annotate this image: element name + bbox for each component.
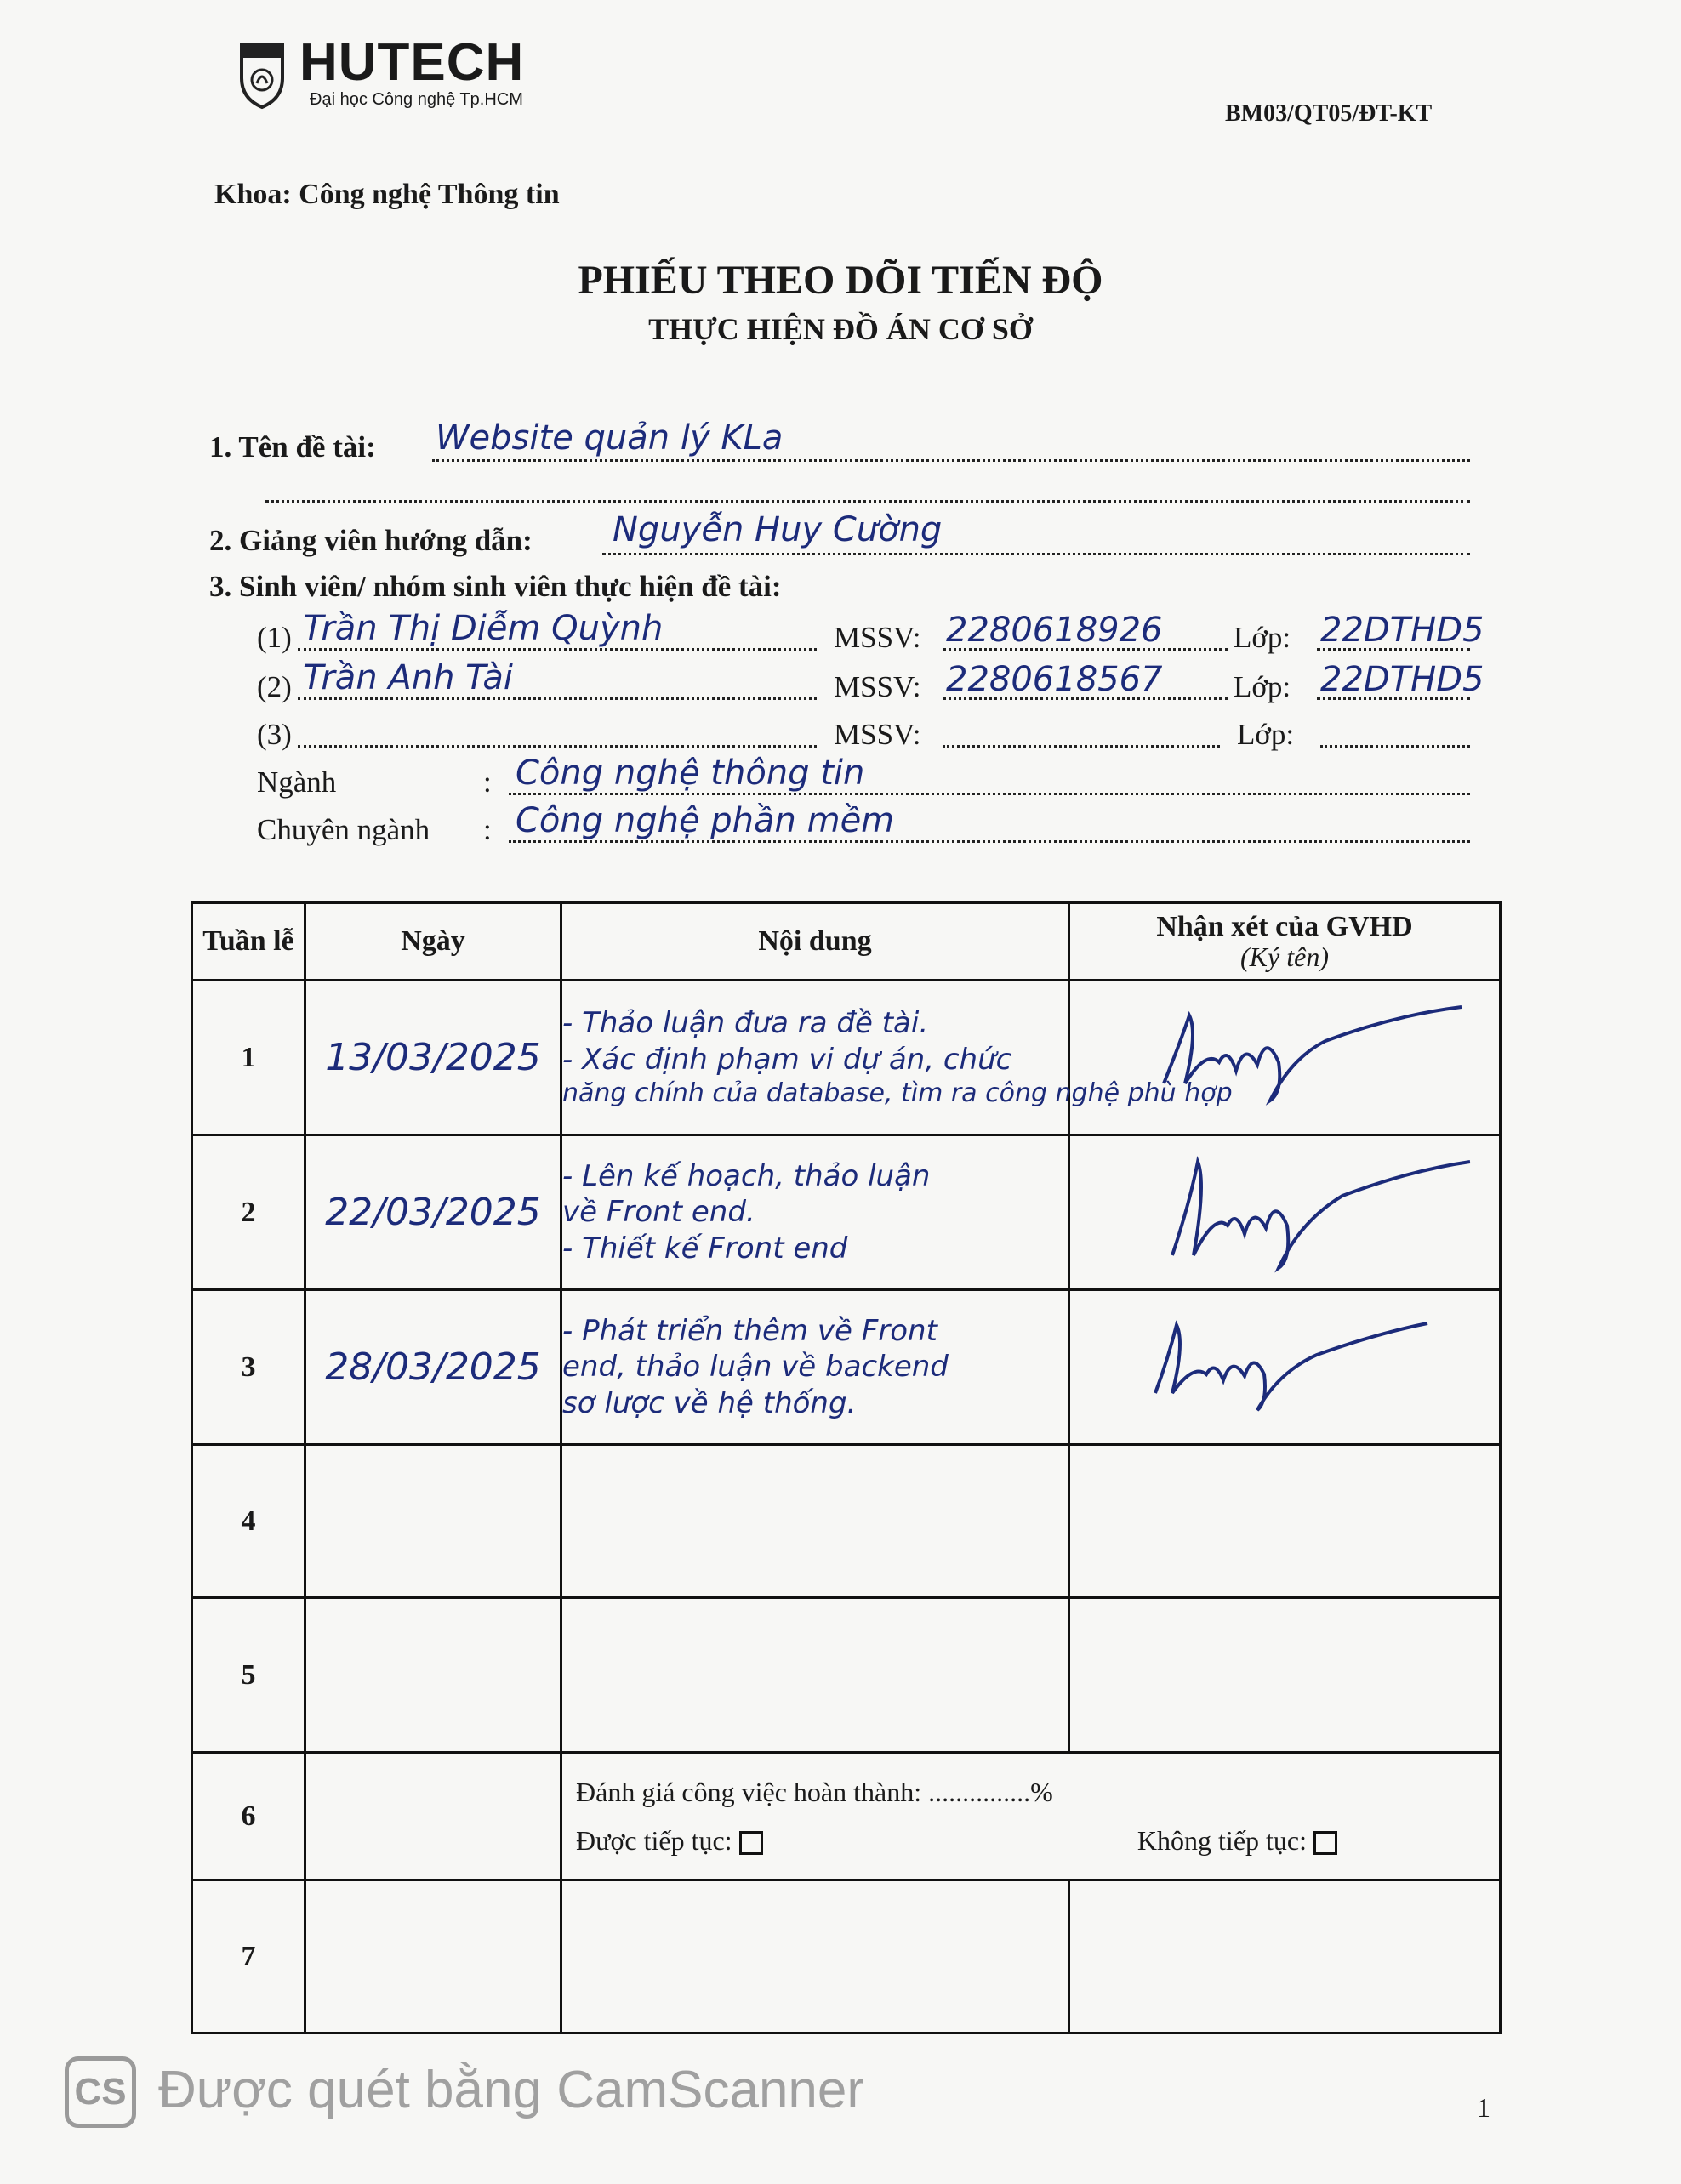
page-subtitle: THỰC HIỆN ĐỒ ÁN CƠ SỞ <box>648 312 1033 346</box>
table-row <box>192 1880 1501 2033</box>
page-title: PHIẾU THEO DÕI TIẾN ĐỘ <box>578 258 1103 303</box>
table-row <box>192 981 1501 1135</box>
header-remark <box>1069 903 1501 981</box>
signature-cell <box>1069 1445 1501 1598</box>
logo-name: HUTECH <box>299 33 525 92</box>
student-3-mssv-label: MSSV: <box>834 718 921 751</box>
major-value: Công nghệ thông tin <box>516 754 865 793</box>
content-line: - Xác định phạm vi dự án, chức <box>562 1042 1012 1077</box>
content-cell <box>561 981 1233 1135</box>
signature-cell <box>1069 1880 1501 2033</box>
hutech-shield-icon <box>238 41 286 109</box>
signature-cell <box>1069 1135 1501 1290</box>
evaluation-cell <box>561 1753 1501 1880</box>
advisor-signature <box>1070 1291 1496 1436</box>
signature-cell <box>1069 981 1501 1135</box>
content-cell <box>561 1290 1069 1445</box>
student-1-name-line <box>298 648 817 651</box>
student-2-index: (2) <box>257 670 292 703</box>
week-cell: 2 <box>192 1135 305 1290</box>
week-cell: 5 <box>192 1598 305 1753</box>
form-code: BM03/QT05/ĐT-KT <box>1225 100 1433 127</box>
date-cell <box>305 1598 561 1753</box>
advisor-dotted-line <box>602 553 1470 555</box>
faculty: Khoa: Công nghệ Thông tin <box>214 179 560 210</box>
student-2-name-line <box>298 697 817 700</box>
topic-value: Website quản lý KLa <box>436 418 784 458</box>
student-1-name: Trần Thị Diễm Quỳnh <box>303 609 664 648</box>
signature-cell <box>1069 1290 1501 1445</box>
table-row <box>192 1290 1501 1445</box>
content-line: về Front end. <box>562 1195 755 1230</box>
week-cell: 6 <box>192 1753 305 1880</box>
student-1-class-label: Lớp: <box>1234 621 1291 654</box>
student-1-mssv: 2280618926 <box>946 611 1163 650</box>
date-cell: 22/03/2025 <box>305 1135 561 1290</box>
student-2-name: Trần Anh Tài <box>303 658 513 697</box>
date-cell: 13/03/2025 <box>305 981 561 1135</box>
topic-dotted-line <box>432 459 1470 462</box>
specialization-line <box>509 840 1470 843</box>
date-cell: 28/03/2025 <box>305 1290 561 1445</box>
specialization-value: Công nghệ phần mềm <box>516 801 895 840</box>
topic-dotted-line-2 <box>265 500 1470 503</box>
header-remark-sub: (Ký tên) <box>1240 941 1329 973</box>
page-number: 1 <box>1477 2092 1490 2123</box>
student-3-index: (3) <box>257 718 292 751</box>
table-row <box>192 1445 1501 1598</box>
content-cell <box>561 1598 1069 1753</box>
table-row <box>192 1135 1501 1290</box>
completion-rating: Đánh giá công việc hoàn thành: ...............% <box>576 1776 1053 1807</box>
scanner-watermark: Được quét bằng CamScanner <box>158 2061 865 2119</box>
advisor-value: Nguyễn Huy Cường <box>613 510 943 549</box>
week-cell: 4 <box>192 1445 305 1598</box>
student-2-mssv: 2280618567 <box>946 660 1163 699</box>
student-3-class-label: Lớp: <box>1237 718 1295 751</box>
students-label: 3. Sinh viên/ nhóm sinh viên thực hiện đề tài: <box>209 570 782 603</box>
student-1-mssv-label: MSSV: <box>834 621 921 654</box>
continue-choice-row <box>562 1817 1499 1865</box>
progress-table <box>191 901 1502 2034</box>
date-cell <box>305 1445 561 1598</box>
content-line: sơ lược về hệ thống. <box>562 1385 857 1420</box>
advisor-label: 2. Giảng viên hướng dẫn: <box>209 524 533 557</box>
topic-label: 1. Tên đề tài: <box>209 430 376 464</box>
camscanner-logo-icon: CS <box>65 2056 136 2128</box>
student-2-class-label: Lớp: <box>1234 670 1291 703</box>
content-line: end, thảo luận về backend <box>562 1350 949 1385</box>
student-3-name-line <box>298 745 817 748</box>
header-content: Nội dung <box>561 903 1069 981</box>
continue-checkbox[interactable] <box>739 1831 763 1855</box>
major-label: Ngành <box>257 765 337 799</box>
date-cell <box>305 1880 561 2033</box>
student-3-class-line <box>1320 745 1470 748</box>
header-remark-title: Nhận xét của GVHD <box>1156 910 1413 942</box>
content-cell <box>561 1880 1069 2033</box>
student-1-class: 22DTHD5 <box>1320 611 1484 650</box>
continue-label: Được tiếp tục: <box>576 1824 732 1856</box>
content-line: - Lên kế hoạch, thảo luận <box>562 1158 931 1193</box>
content-line: năng chính của database, tìm ra công nghệ phù hợp <box>562 1078 1233 1109</box>
specialization-label: Chuyên ngành <box>257 813 430 846</box>
major-colon: : <box>483 765 492 799</box>
week-cell: 1 <box>192 981 305 1135</box>
week-cell: 7 <box>192 1880 305 2033</box>
student-3-mssv-line <box>943 745 1220 748</box>
header-date: Ngày <box>305 903 561 981</box>
stop-label: Không tiếp tục: <box>1137 1824 1307 1856</box>
student-2-class: 22DTHD5 <box>1320 660 1484 699</box>
stop-option[interactable] <box>1137 1825 1337 1857</box>
continue-option[interactable] <box>576 1825 763 1857</box>
content-line: - Thảo luận đưa ra đề tài. <box>562 1006 929 1041</box>
student-1-index: (1) <box>257 621 292 654</box>
signature-cell <box>1069 1598 1501 1753</box>
specialization-colon: : <box>483 813 492 846</box>
advisor-signature <box>1070 1136 1496 1281</box>
major-line <box>509 793 1470 795</box>
content-cell <box>561 1445 1069 1598</box>
stop-checkbox[interactable] <box>1313 1831 1337 1855</box>
advisor-signature <box>1070 981 1496 1126</box>
table-row <box>192 1753 1501 1880</box>
content-cell <box>561 1135 1069 1290</box>
header-week: Tuần lễ <box>192 903 305 981</box>
table-header-row <box>192 903 1501 981</box>
content-line: - Thiết kế Front end <box>562 1231 848 1265</box>
table-row <box>192 1598 1501 1753</box>
date-cell <box>305 1753 561 1880</box>
logo-subtitle: Đại học Công nghệ Tp.HCM <box>310 90 523 109</box>
content-line: - Phát triển thêm về Front <box>562 1313 937 1348</box>
week-cell: 3 <box>192 1290 305 1445</box>
student-2-mssv-label: MSSV: <box>834 670 921 703</box>
